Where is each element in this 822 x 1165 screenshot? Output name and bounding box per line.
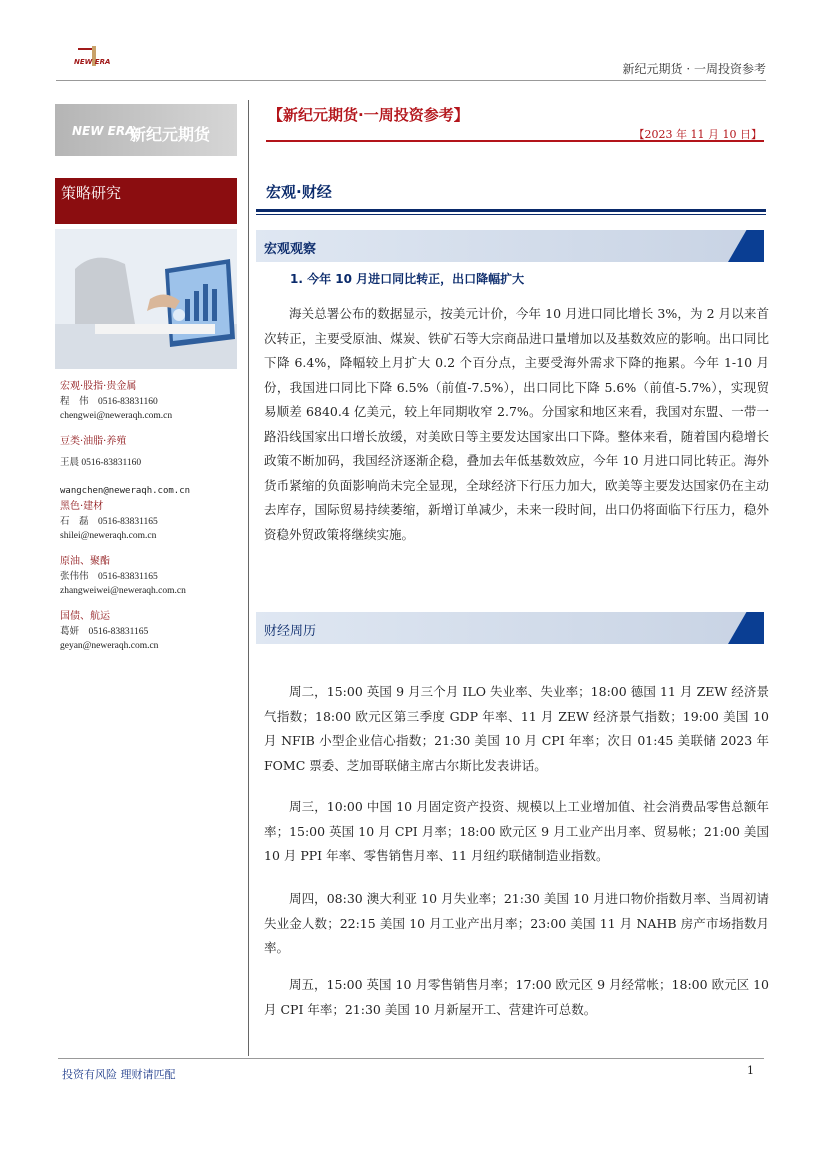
contact-phone: 程 伟 0516-83831160 [60, 397, 158, 407]
contact-group [60, 608, 245, 653]
contact-group-title: 原油、聚酯 [60, 556, 110, 567]
observation-section-label: 宏观观察 [264, 242, 317, 257]
calendar-section-label: 财经周历 [264, 624, 317, 639]
bar-corner-accent [722, 230, 764, 262]
contact-phone: 王晨 0516-83831160 [60, 458, 142, 468]
risk-disclaimer: 投资有风险 理财请匹配 [62, 1068, 176, 1081]
sidebar-divider [248, 100, 249, 1056]
header-title: 新纪元期货 · 一周投资参考 [622, 62, 766, 76]
business-photo [55, 229, 237, 369]
company-logo [74, 44, 118, 70]
calendar-section-bar [256, 612, 764, 644]
contact-group [60, 498, 245, 543]
bar-corner-accent [722, 612, 764, 644]
contact-email[interactable]: wangchen@neweraqh.com.cn [60, 486, 191, 496]
brand-logo: NEW ERA [72, 124, 135, 138]
section-title: 宏观·财经 [266, 183, 332, 201]
contact-email[interactable]: zhangweiwei@neweraqh.com.cn [60, 586, 186, 596]
contact-group-title: 国债、航运 [60, 611, 110, 622]
brand-name: 新纪元期货 [130, 125, 211, 144]
contact-list [60, 378, 245, 653]
page-number: 1 [747, 1064, 754, 1077]
item-heading: 1. 今年 10 月进口同比转正，出口降幅扩大 [290, 272, 525, 286]
report-title: 【新纪元期货·一周投资参考】 [268, 106, 469, 124]
contact-phone: 葛妍 0516-83831165 [60, 627, 149, 637]
contact-email[interactable]: chengwei@neweraqh.com.cn [60, 411, 173, 421]
contact-group-title: 豆类·油脂·养殖 [60, 436, 127, 447]
title-divider [266, 140, 764, 142]
header-divider [56, 80, 766, 81]
strategy-label: 策略研究 [61, 184, 122, 202]
contact-phone: 张伟伟 0516-83831165 [60, 572, 158, 582]
report-date: 【2023 年 11 月 10 日】 [633, 128, 762, 141]
observation-paragraph: 海关总署公布的数据显示，按美元计价，今年 10 月进口同比增长 3%，为 2 月以来首次转正，主要受原油、煤炭、铁矿石等大宗商品进口量增加以及基数效应的影响。出口同比下降 6.4%，降幅较上月扩大 0.2 个百分点，主要受海外需求下降的拖累。今年 1-10 月份，我国进口同比下降 6.5%（前值-7.5%），出口同比下降 5.6%（前值-5.7%），实现贸易顺差 6840.4 亿美元，较上年同期收窄 2.7%。分国家和地区来看，我国对东盟、一带一路沿线国家出口增长放缓，对美欧日等主要发达国家出口下降。整体来看，随着国内稳增长政策不断加码，我国经济逐渐企稳，叠加去年低基数效应，今年 10 月进口同比转正。海外货币紧缩的负面影响尚未完全显现，全球经济下行压力加大，欧美等主要发达国家仍在主动去库存，国际贸易持续萎缩，新增订单减少，未来一段时间，出口仍将面临下行压力，稳外资稳外贸政策将继续实施。 [264, 306, 769, 542]
logo-text: NEW ERA [74, 58, 111, 66]
observation-section-bar [256, 230, 764, 262]
contact-group [60, 378, 245, 423]
contact-spacer [60, 470, 245, 484]
contact-phone: 石 磊 0516-83831165 [60, 517, 158, 527]
section-divider [256, 209, 766, 212]
section-divider-thin [256, 214, 766, 215]
contact-group [60, 433, 245, 498]
calendar-entry: 周三，10:00 中国 10 月固定资产投资、规模以上工业增加值、社会消费品零售总额年率；15:00 英国 10 月 CPI 月率；18:00 欧元区 9 月工业产出月率、贸易帐；21:00 美国 10 月 PPI 年率、零售销售月率、11 月纽约联储制造业指数。 [264, 799, 769, 863]
contact-group-title: 黑色·建材 [60, 501, 104, 512]
calendar-entry: 周二，15:00 英国 9 月三个月 ILO 失业率、失业率；18:00 德国 11 月 ZEW 经济景气指数；18:00 欧元区第三季度 GDP 年率、11 月 ZEW 经济景气指数；19:00 美国 10 月 NFIB 小型企业信心指数；21:30 美国 10 月 CPI 年率；次日 01:45 美联储 2023 年 FOMC 票委、芝加哥联储主席古尔斯比发表讲话。 [264, 684, 769, 773]
contact-group [60, 553, 245, 598]
contact-group-title: 宏观·股指·贵金属 [60, 381, 137, 392]
contact-email[interactable]: shilei@neweraqh.com.cn [60, 531, 157, 541]
calendar-entry: 周四，08:30 澳大利亚 10 月失业率；21:30 美国 10 月进口物价指数月率、当周初请失业金人数；22:15 美国 10 月工业产出月率；23:00 美国 11 月 NAHB 房产市场指数月率。 [264, 891, 769, 955]
footer-divider [58, 1058, 764, 1059]
contact-email[interactable]: geyan@neweraqh.com.cn [60, 641, 159, 651]
calendar-entry: 周五，15:00 英国 10 月零售销售月率；17:00 欧元区 9 月经常帐；18:00 欧元区 10 月 CPI 年率；21:30 美国 10 月新屋开工、营建许可总数。 [264, 977, 769, 1017]
